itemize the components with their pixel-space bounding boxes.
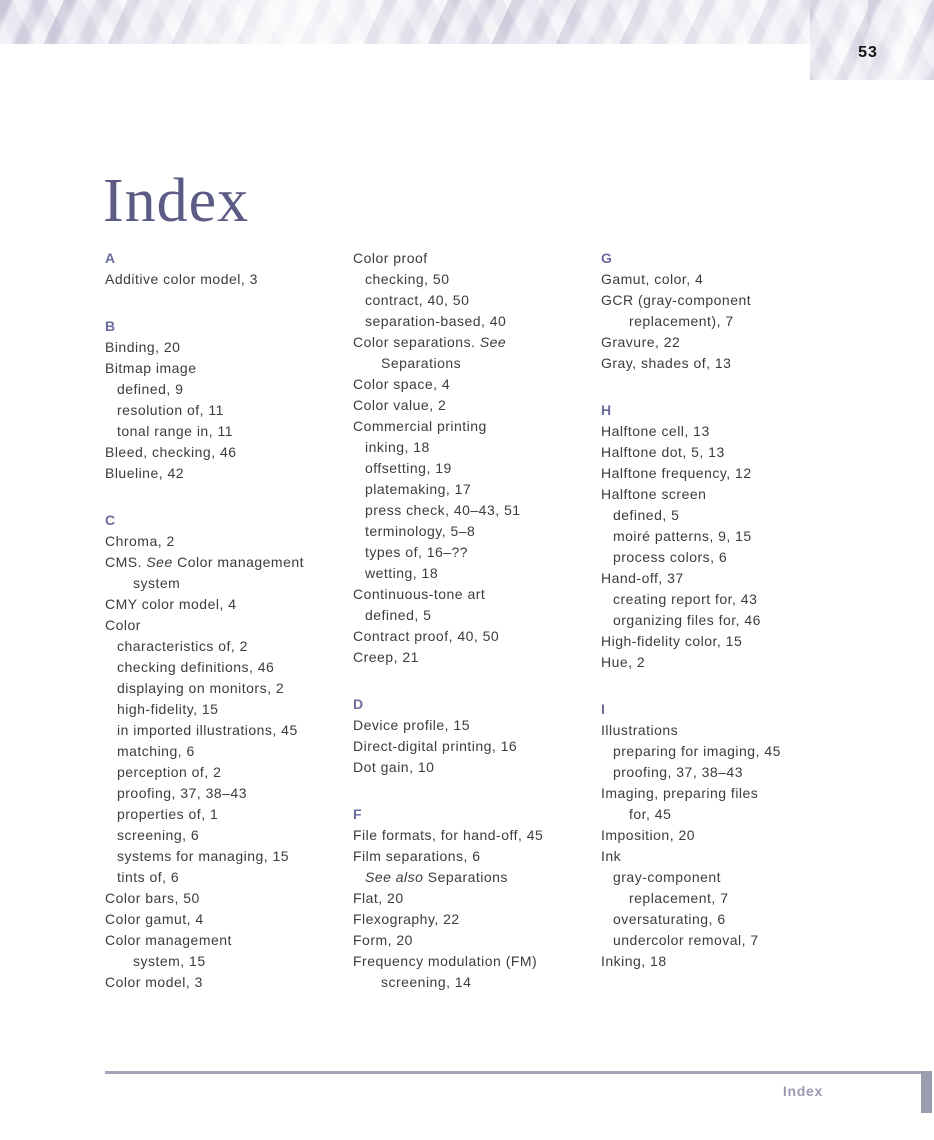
index-entry: Gray, shades of, 13 — [601, 355, 732, 371]
index-entry: Film separations, 6 — [353, 848, 481, 864]
index-entry: Color bars, 50 — [105, 890, 200, 906]
footer-rule — [105, 1071, 932, 1074]
index-entry: process colors, 6 — [613, 549, 728, 565]
index-entry: screening, 14 — [381, 974, 472, 990]
index-columns — [105, 248, 865, 993]
index-entry: Color gamut, 4 — [105, 911, 204, 927]
index-entry: Bleed, checking, 46 — [105, 444, 237, 460]
index-entry: Blueline, 42 — [105, 465, 185, 481]
index-entry: Color value, 2 — [353, 397, 447, 413]
page-title: Index — [103, 166, 250, 235]
index-entry: Hue, 2 — [601, 654, 646, 670]
index-entry: oversaturating, 6 — [613, 911, 726, 927]
index-entry: press check, 40–43, 51 — [365, 502, 521, 518]
index-column — [601, 248, 849, 993]
index-entry: terminology, 5–8 — [365, 523, 476, 539]
index-entry: Halftone cell, 13 — [601, 423, 710, 439]
index-entry: Separations — [381, 355, 462, 371]
index-entry: Color management — [105, 932, 232, 948]
letter-heading: H — [601, 402, 612, 418]
index-entry: characteristics of, 2 — [117, 638, 248, 654]
index-entry: Gravure, 22 — [601, 334, 681, 350]
index-entry: Color separations. See — [353, 334, 507, 350]
index-entry: Illustrations — [601, 722, 679, 738]
index-entry: Halftone frequency, 12 — [601, 465, 752, 481]
index-entry: Hand-off, 37 — [601, 570, 684, 586]
index-entry: Color space, 4 — [353, 376, 451, 392]
letter-heading: G — [601, 250, 613, 266]
index-entry: Commercial printing — [353, 418, 487, 434]
index-entry: Additive color model, 3 — [105, 271, 258, 287]
index-entry: inking, 18 — [365, 439, 430, 455]
index-entry: checking definitions, 46 — [117, 659, 275, 675]
index-entry: in imported illustrations, 45 — [117, 722, 298, 738]
index-entry: platemaking, 17 — [365, 481, 472, 497]
index-column — [105, 248, 353, 993]
index-entry: resolution of, 11 — [117, 402, 224, 418]
index-entry: properties of, 1 — [117, 806, 219, 822]
index-entry: separation-based, 40 — [365, 313, 507, 329]
index-entry: Device profile, 15 — [353, 717, 470, 733]
index-entry: proofing, 37, 38–43 — [117, 785, 247, 801]
index-entry: organizing files for, 46 — [613, 612, 761, 628]
index-entry: Inking, 18 — [601, 953, 667, 969]
index-entry: Color — [105, 617, 141, 633]
index-entry: defined, 5 — [365, 607, 432, 623]
index-entry: displaying on monitors, 2 — [117, 680, 285, 696]
index-entry: creating report for, 43 — [613, 591, 758, 607]
letter-heading: F — [353, 806, 363, 822]
index-entry: Chroma, 2 — [105, 533, 175, 549]
index-entry: offsetting, 19 — [365, 460, 452, 476]
index-entry: system, 15 — [133, 953, 206, 969]
index-entry: Flexography, 22 — [353, 911, 460, 927]
index-entry: replacement, 7 — [629, 890, 729, 906]
letter-heading: B — [105, 318, 116, 334]
index-entry: Binding, 20 — [105, 339, 181, 355]
index-entry: defined, 5 — [613, 507, 680, 523]
index-entry: tonal range in, 11 — [117, 423, 233, 439]
index-entry: system — [133, 575, 181, 591]
index-entry: checking, 50 — [365, 271, 450, 287]
index-entry: moiré patterns, 9, 15 — [613, 528, 752, 544]
index-entry: wetting, 18 — [365, 565, 439, 581]
index-entry: Contract proof, 40, 50 — [353, 628, 500, 644]
header-corner-block — [810, 0, 934, 80]
index-entry: proofing, 37, 38–43 — [613, 764, 743, 780]
index-entry: File formats, for hand-off, 45 — [353, 827, 544, 843]
index-entry: Flat, 20 — [353, 890, 404, 906]
index-entry: Halftone dot, 5, 13 — [601, 444, 725, 460]
index-entry: gray-component — [613, 869, 722, 885]
index-entry: matching, 6 — [117, 743, 195, 759]
index-entry: Gamut, color, 4 — [601, 271, 704, 287]
letter-heading: D — [353, 696, 364, 712]
index-entry: Direct-digital printing, 16 — [353, 738, 518, 754]
index-entry: screening, 6 — [117, 827, 200, 843]
index-entry: CMY color model, 4 — [105, 596, 237, 612]
page-number: 53 — [858, 44, 878, 61]
index-entry: See also Separations — [365, 869, 508, 885]
index-entry: for, 45 — [629, 806, 672, 822]
index-entry: types of, 16–?? — [365, 544, 469, 560]
index-entry: preparing for imaging, 45 — [613, 743, 781, 759]
index-entry: Continuous-tone art — [353, 586, 486, 602]
index-entry: GCR (gray-component — [601, 292, 752, 308]
index-entry: Color proof — [353, 250, 428, 266]
letter-heading: A — [105, 250, 116, 266]
index-entry: Ink — [601, 848, 622, 864]
letter-heading: I — [601, 701, 606, 717]
index-entry: tints of, 6 — [117, 869, 180, 885]
index-entry: high-fidelity, 15 — [117, 701, 219, 717]
index-entry: replacement), 7 — [629, 313, 734, 329]
index-entry: defined, 9 — [117, 381, 184, 397]
index-entry: Bitmap image — [105, 360, 197, 376]
index-entry: CMS. See Color management — [105, 554, 305, 570]
index-entry: Dot gain, 10 — [353, 759, 435, 775]
index-entry: contract, 40, 50 — [365, 292, 470, 308]
index-entry: Imaging, preparing files — [601, 785, 759, 801]
index-entry: perception of, 2 — [117, 764, 222, 780]
footer-accent-bar — [921, 1071, 932, 1113]
index-entry: undercolor removal, 7 — [613, 932, 759, 948]
footer-section-label: Index — [782, 1083, 823, 1099]
index-column — [353, 248, 601, 993]
header-decorative-band — [0, 0, 934, 44]
index-entry: High-fidelity color, 15 — [601, 633, 743, 649]
letter-heading: C — [105, 512, 116, 528]
index-entry: Imposition, 20 — [601, 827, 696, 843]
index-entry: Halftone screen — [601, 486, 707, 502]
index-entry: Color model, 3 — [105, 974, 203, 990]
index-entry: Form, 20 — [353, 932, 413, 948]
index-entry: Frequency modulation (FM) — [353, 953, 538, 969]
index-entry: Creep, 21 — [353, 649, 419, 665]
index-entry: systems for managing, 15 — [117, 848, 290, 864]
